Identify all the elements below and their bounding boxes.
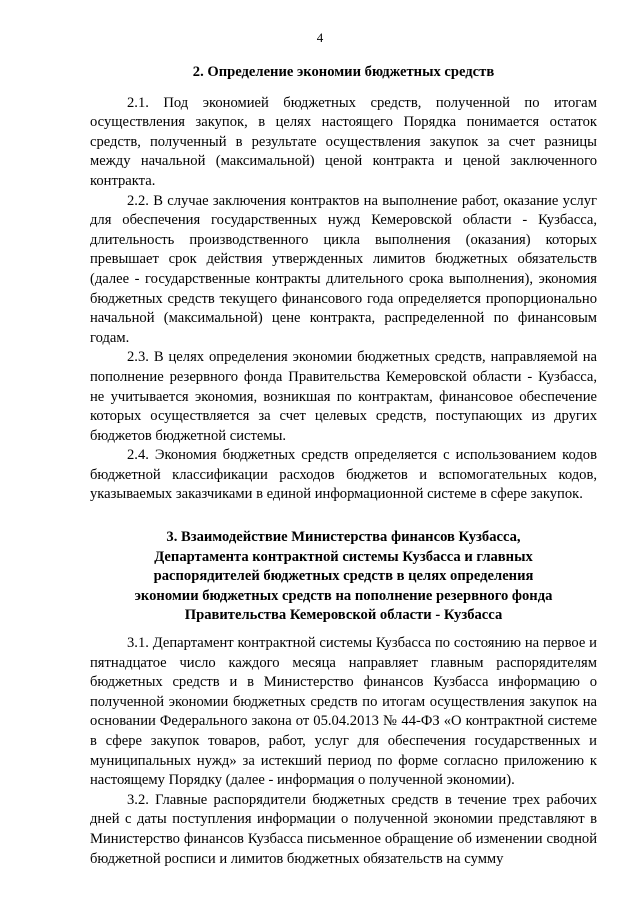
paragraph-2-2: 2.2. В случае заключения контрактов на выполнение работ, оказание услуг для обеспечения государственных нужд Кемеровской области - Кузбасса, длительность производственного цикла выполнения (оказания) которых превышает срок действия утвержденных лимитов бюджетных обязательств (далее - государственные контракты длительного срока выполнения), экономия бюджетных средств текущего финансового года определяется пропорционально начальной (максимальной) цене контракта, распределенной по финансовым годам. [90,192,597,346]
paragraph-3-2: 3.2. Главные распорядители бюджетных средств в течение трех рабочих дней с даты поступления информации о полученной экономии представляют в Министерство финансов Кузбасса письменное обращение об изменении сводной бюджетной росписи и лимитов бюджетных обязательств на сумму [90,791,597,867]
paragraph-2-1: 2.1. Под экономией бюджетных средств, полученной по итогам осуществления закупок, в целях настоящего Порядка понимается остаток средств, полученный в результате осуществления закупок за счет разницы между начальной (максимальной) ценой контракта и ценой заключенного контракта. [90,94,597,189]
paragraph-2-4: 2.4. Экономия бюджетных средств определяется с использованием кодов бюджетной классификации расходов бюджетов и вспомогательных кодов, указываемых заказчиками в единой информационной системе в сфере закупок. [90,447,597,503]
section-3-title-line: экономии бюджетных средств на пополнение резервного фонда [134,587,553,604]
document-body [90,63,597,869]
paragraph-3-1: 3.1. Департамент контрактной системы Кузбасса по состоянию на первое и пятнадцатое число каждого месяца направляет главным распорядителям бюджетных средств и в Министерство финансов Кузбасса информацию о полученной экономии бюджетных средств по итогам осуществления закупок на основании Федерального закона от 05.04.2013 № 44-ФЗ «О контрактной системе в сфере закупок товаров, работ, услуг для обеспечения государственных и муниципальных нужд» за истекший период по форме согласно приложению к настоящему Порядку (далее - информация о полученной экономии). [90,635,597,789]
section-3-title-line: Департамента контрактной системы Кузбасса и главных [154,548,533,565]
section-3-title-line: 3. Взаимодействие Министерства финансов Кузбасса, [166,529,521,546]
paragraph-2-3: 2.3. В целях определения экономии бюджетных средств, направляемой на пополнение резервного фонда Правительства Кемеровской области - Кузбасса, не учитывается экономия, возникшая по контрактам, финансовое обеспечение которых осуществляется за счет целевых средств, поступающих из других бюджетов бюджетной системы. [90,349,597,444]
section-3-title-line: Правительства Кемеровской области - Кузбасса [184,607,503,624]
section-3-title [90,528,597,626]
section-3-title-line: распорядителей бюджетных средств в целях определения [153,568,534,585]
section-2-title: 2. Определение экономии бюджетных средств [192,64,495,80]
page-number: 4 [316,30,324,45]
